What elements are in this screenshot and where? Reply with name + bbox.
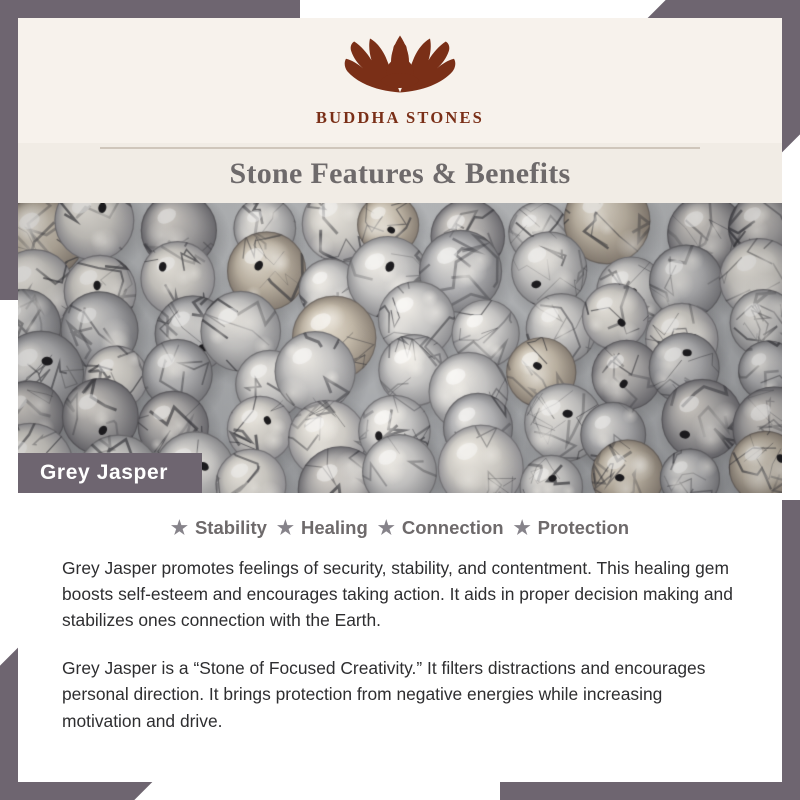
- benefit-item: [378, 517, 504, 539]
- description-paragraph-2: Grey Jasper is a “Stone of Focused Creativity.” It filters distractions and encourages personal direction. It brings protection from negative energies while increasing motivation and drive.: [62, 658, 706, 731]
- benefit-item: [514, 517, 630, 539]
- benefit-item: [277, 517, 368, 539]
- description-block: [18, 549, 782, 734]
- bead-photo: [18, 203, 782, 493]
- benefit-label: Protection: [537, 517, 630, 538]
- title-divider: [100, 147, 700, 149]
- benefit-label: Healing: [300, 517, 368, 538]
- frame-corner-bottom-right-horizontal: [500, 782, 800, 800]
- title-band: [18, 143, 782, 203]
- star-icon: ★: [377, 517, 395, 539]
- benefit-label: Connection: [401, 517, 504, 538]
- lotus-meditation-icon: [325, 28, 475, 106]
- benefit-item: [171, 517, 267, 539]
- benefit-label: Stability: [194, 517, 267, 538]
- stone-name-badge: Grey Jasper: [18, 453, 202, 493]
- hero-image: [18, 203, 782, 493]
- page-title: Stone Features & Benefits: [229, 157, 571, 190]
- content-card: [18, 18, 782, 782]
- star-icon: ★: [276, 517, 294, 539]
- benefits-row: [18, 493, 782, 549]
- frame-corner-top-left-horizontal: [0, 0, 300, 18]
- description-paragraph-1: Grey Jasper promotes feelings of security, stability, and contentment. This healing gem boosts self-esteem and encourages taking action. It aids in proper decision making and stabilizes ones connection with the Earth.: [62, 558, 733, 631]
- brand-name: BUDDHA STONES: [315, 108, 485, 127]
- frame-corner-top-left-vertical: [0, 0, 18, 300]
- star-icon: ★: [513, 517, 531, 539]
- frame-corner-bottom-right-vertical: [782, 500, 800, 800]
- star-icon: ★: [170, 517, 188, 539]
- brand-header: [18, 18, 782, 143]
